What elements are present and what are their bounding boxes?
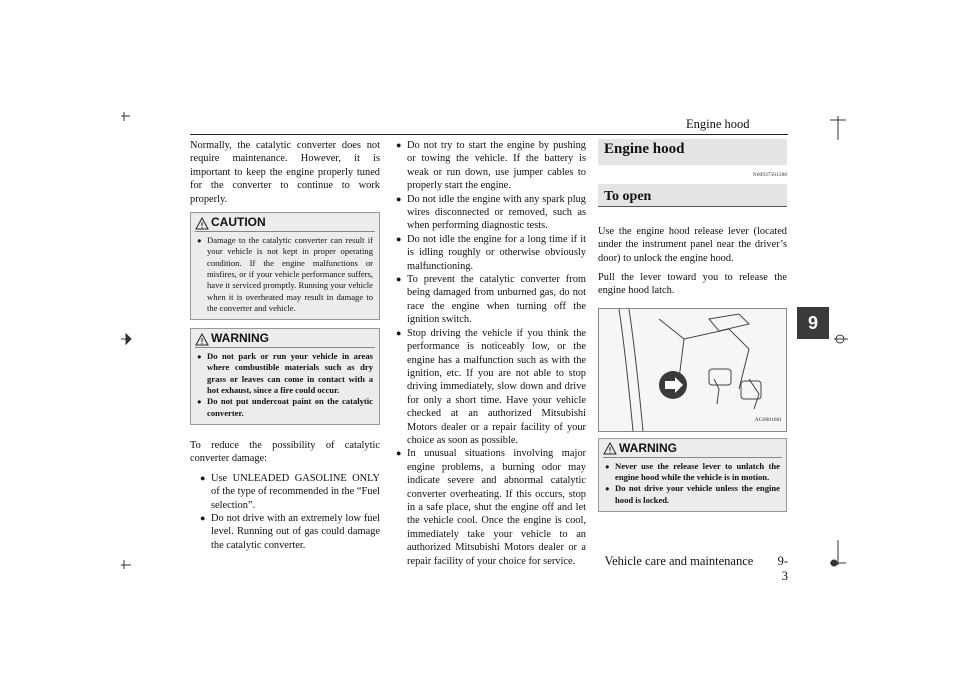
- bullet-icon: ●: [200, 472, 206, 483]
- warning-header-left: [191, 329, 379, 347]
- warning-triangle-icon: [195, 333, 209, 346]
- figure-code: AG0001681: [754, 417, 782, 424]
- chapter-tab: 9: [797, 307, 829, 339]
- list-item: ● Stop driving the vehicle if you think the performance is noticeably low, or the engine has a malfunction such as with the ignition, etc. If you are not able to stop driving immediately, slow down and drive for only a short time. Have your vehicle checked at an authorized Mitsubishi Motors dealer or a repair facility of your choice as soon as possible.: [396, 327, 586, 446]
- bullet-icon: ●: [396, 233, 402, 244]
- hood-release-figure: [598, 308, 787, 432]
- warning-box-left: [190, 328, 380, 425]
- bullet-icon: ●: [197, 236, 202, 246]
- bullet-icon: ●: [197, 352, 202, 362]
- warning-triangle-icon: [603, 442, 617, 455]
- warning-body-right: [599, 458, 786, 511]
- warning-body-left: [191, 348, 379, 424]
- bullet-icon: ●: [396, 448, 402, 459]
- caution-label: CAUTION: [211, 215, 266, 230]
- subsection-title: To open: [598, 184, 787, 206]
- bullet-icon: ●: [200, 512, 206, 523]
- page-header-title: Engine hood: [686, 117, 750, 131]
- caution-body: [191, 232, 379, 319]
- caution-header: [191, 213, 379, 231]
- bullet-icon: ●: [396, 274, 402, 285]
- warning-item: ● Never use the release lever to unlatch the engine hood while the vehicle is in motion.: [605, 460, 780, 483]
- list-item: ● Do not idle the engine with any spark plug wires disconnected or removed, such as when performing diagnostic tests.: [396, 193, 586, 232]
- page-footer: [600, 554, 788, 584]
- warning-item: ● Do not park or run your vehicle in areas where combustible materials such as dry grass or leaves can come in contact with a hot exhaust, since a fire could occur.: [197, 351, 373, 395]
- open-paragraph-1: Use the engine hood release lever (located under the instrument panel near the driver’s door) to unlock the engine hood.: [598, 225, 787, 264]
- list-item: ● To prevent the catalytic converter from being damaged from unburned gas, do not race the engine when turning off the ignition switch.: [396, 274, 586, 326]
- warning-item: ● Do not drive your vehicle unless the engine hood is locked.: [605, 483, 780, 505]
- open-paragraph-2: Pull the lever toward you to release the engine hood latch.: [598, 272, 787, 297]
- intro-paragraph: Normally, the catalytic converter does not require maintenance. However, it is important to keep the engine properly tuned for the converter to continue to work properly.: [190, 140, 380, 205]
- warning-label-left: WARNING: [211, 331, 269, 346]
- warning-item: ● Do not put undercoat paint on the catalytic converter.: [197, 396, 373, 418]
- middle-column: [396, 139, 586, 568]
- warning-triangle-icon: [195, 217, 209, 230]
- caution-item: ● Damage to the catalytic converter can result if your vehicle is not kept in proper operating condition. If the engine malfunctions or misfires, or if your vehicle performance suffers, have it serviced promptly. Running your vehicle when it is overheated may result in damage to the converter and vehicle.: [197, 235, 373, 313]
- bullet-icon: ●: [396, 193, 402, 204]
- bullet-icon: ●: [197, 397, 202, 407]
- header-rule: [190, 134, 788, 135]
- warning-header-right: [599, 439, 786, 457]
- bullet-icon: ●: [605, 484, 610, 494]
- right-column: [598, 139, 787, 512]
- list-item: ● In unusual situations involving major engine problems, a burning odor may indicate severe and abnormal catalytic converter overheating. If this occurs, stop in a safe place, shut the engine off and let the vehicle cool. Once the engine is cool, immediately take your vehicle to an authorized Mitsubishi Motors dealer or a repair facility of your choice for service.: [396, 448, 586, 567]
- warning-label-right: WARNING: [619, 441, 677, 456]
- list-item: ● Use UNLEADED GASOLINE ONLY of the type of recommended in the “Fuel selection”.: [200, 472, 380, 511]
- list-item: ● Do not try to start the engine by pushing or towing the vehicle. If the battery is weak or run down, use jumper cables to properly start the engine.: [396, 140, 586, 192]
- left-bullet-list: [190, 472, 380, 552]
- bullet-icon: ●: [396, 327, 402, 338]
- footer-section: Vehicle care and maintenance: [604, 554, 754, 568]
- bullet-icon: ●: [396, 140, 402, 150]
- bullet-icon: ●: [605, 461, 610, 471]
- caution-box: [190, 212, 380, 320]
- page-number: 9-3: [777, 554, 788, 583]
- hood-release-illustration: [599, 309, 786, 431]
- reduce-paragraph: To reduce the possibility of catalytic converter damage:: [190, 439, 380, 465]
- section-title: Engine hood: [598, 139, 787, 165]
- list-item: ● Do not idle the engine for a long time if it is idling roughly or otherwise obviously malfunctioning.: [396, 233, 586, 272]
- section-code: N00937501588: [752, 172, 787, 178]
- list-item: ● Do not drive with an extremely low fuel level. Running out of gas could damage the catalytic converter.: [200, 512, 380, 551]
- left-column: [190, 139, 380, 552]
- warning-box-right: [598, 438, 787, 512]
